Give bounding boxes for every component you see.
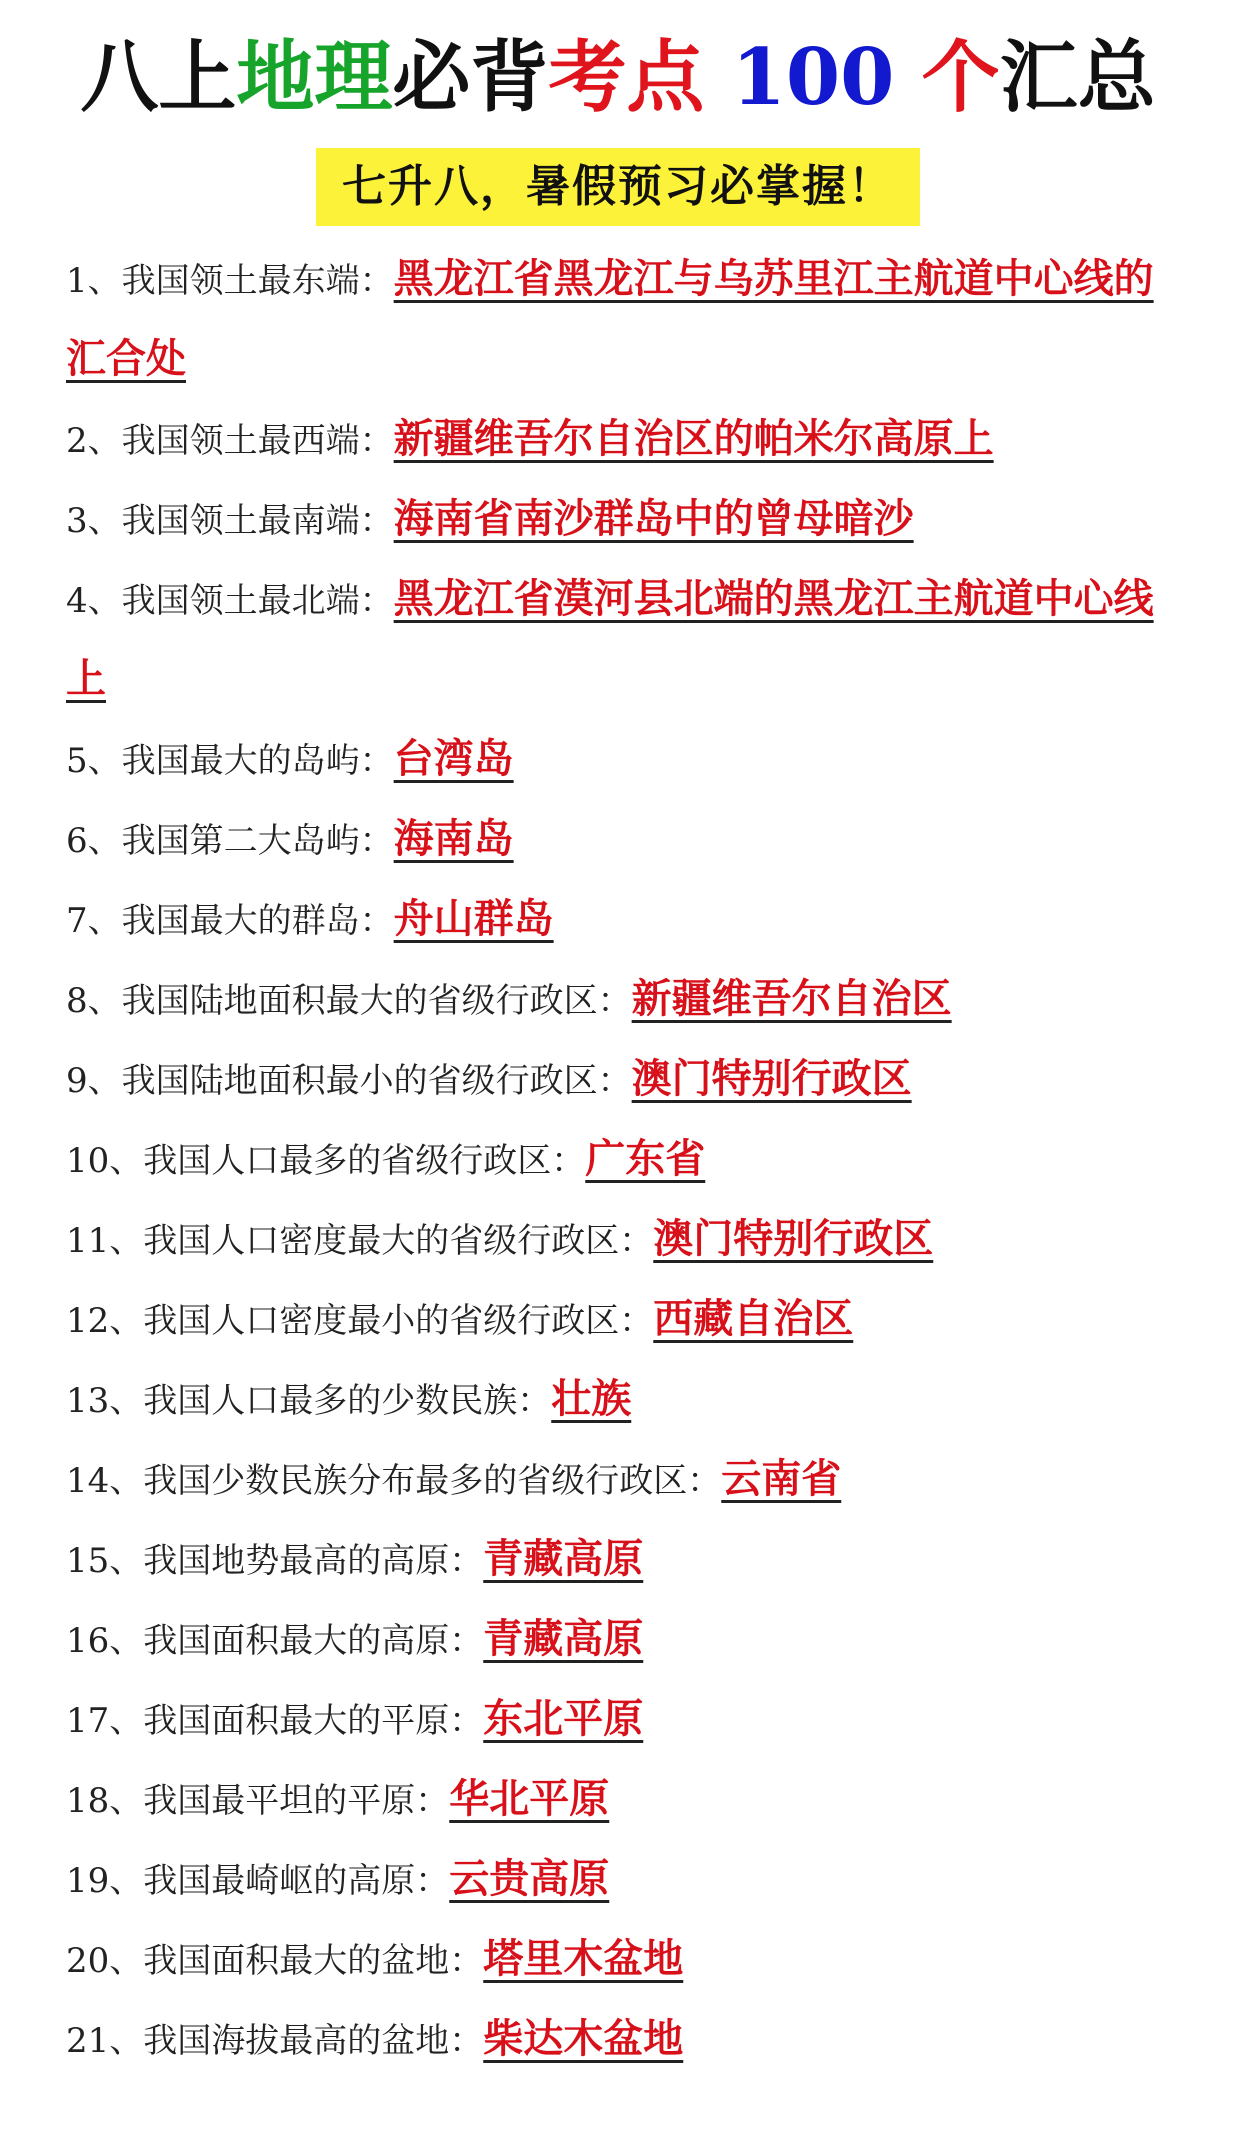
item-number: 17、 [66,1701,144,1741]
item-number: 20、 [66,1941,144,1981]
item-question: 我国领土最西端： [121,421,394,461]
item-question: 我国人口最多的省级行政区： [143,1141,586,1181]
list-item [66,1840,1186,1920]
item-answer: 海南省南沙群岛中的曾母暗沙 [393,496,914,542]
item-answer: 柴达木盆地 [483,2016,684,2062]
item-question: 我国领土最北端： [121,581,394,621]
item-number: 4、 [66,581,122,621]
list-item [66,2000,1186,2080]
item-number: 1、 [66,261,122,301]
item-question: 我国最大的岛屿： [121,741,394,781]
item-answer: 东北平原 [483,1696,644,1742]
subtitle-banner [0,148,1236,226]
list-item [66,960,1186,1040]
item-number: 5、 [66,741,122,781]
item-answer: 黑龙江省黑龙江与乌苏里江主航道中心线的汇合处 [66,256,1154,382]
list-item [66,800,1186,880]
item-answer: 云贵高原 [449,1856,610,1902]
title-part-5: 100 [704,32,922,123]
item-answer: 壮族 [551,1376,632,1422]
item-answer: 青藏高原 [483,1616,644,1662]
item-answer: 黑龙江省漠河县北端的黑龙江主航道中心线上 [66,576,1154,702]
item-question: 我国第二大岛屿： [121,821,394,861]
item-answer: 云南省 [721,1456,842,1502]
list-item [66,1440,1186,1520]
item-question: 我国面积最大的平原： [143,1701,484,1741]
item-number: 8、 [66,981,122,1021]
item-number: 6、 [66,821,122,861]
list-item [66,560,1186,720]
list-item [66,1280,1186,1360]
item-question: 我国最平坦的平原： [143,1781,450,1821]
item-question: 我国领土最东端： [121,261,394,301]
item-question: 我国陆地面积最小的省级行政区： [121,1061,632,1101]
list-item [66,240,1186,400]
item-number: 3、 [66,501,122,541]
item-question: 我国人口密度最小的省级行政区： [143,1301,654,1341]
list-item [66,1920,1186,2000]
item-number: 13、 [66,1381,144,1421]
list-item [66,1680,1186,1760]
page-title [0,28,1236,128]
list-item [66,1040,1186,1120]
item-number: 2、 [66,421,122,461]
item-answer: 华北平原 [449,1776,610,1822]
item-answer: 舟山群岛 [393,896,554,942]
item-question: 我国海拔最高的盆地： [143,2021,484,2061]
item-answer: 新疆维吾尔自治区 [631,976,952,1022]
item-answer: 澳门特别行政区 [631,1056,912,1102]
item-answer: 西藏自治区 [653,1296,854,1342]
title-part-4: 考点 [548,32,705,123]
item-number: 14、 [66,1461,144,1501]
title-part-2: 地理 [236,32,393,123]
list-item [66,1760,1186,1840]
item-question: 我国少数民族分布最多的省级行政区： [143,1461,722,1501]
title-part-7: 汇总 [999,32,1156,123]
list-item [66,1520,1186,1600]
item-question: 我国领土最南端： [121,501,394,541]
item-number: 11、 [66,1221,144,1261]
item-question: 我国最大的群岛： [121,901,394,941]
title-part-3: 必背 [392,32,549,123]
item-number: 9、 [66,1061,122,1101]
item-answer: 新疆维吾尔自治区的帕米尔高原上 [393,416,994,462]
list-item [66,1200,1186,1280]
item-answer: 台湾岛 [393,736,514,782]
title-part-1: 八上 [80,32,237,123]
item-question: 我国地势最高的高原： [143,1541,484,1581]
facts-list [66,240,1186,2080]
item-number: 19、 [66,1861,144,1901]
list-item [66,720,1186,800]
title-part-6: 个 [921,32,1000,123]
item-number: 16、 [66,1621,144,1661]
item-answer: 塔里木盆地 [483,1936,684,1982]
item-number: 21、 [66,2021,144,2061]
item-number: 18、 [66,1781,144,1821]
item-question: 我国人口密度最大的省级行政区： [143,1221,654,1261]
list-item [66,1360,1186,1440]
item-number: 15、 [66,1541,144,1581]
item-question: 我国人口最多的少数民族： [143,1381,552,1421]
item-question: 我国陆地面积最大的省级行政区： [121,981,632,1021]
item-answer: 澳门特别行政区 [653,1216,934,1262]
item-answer: 广东省 [585,1136,706,1182]
item-question: 我国面积最大的高原： [143,1621,484,1661]
list-item [66,400,1186,480]
list-item [66,480,1186,560]
item-number: 7、 [66,901,122,941]
item-question: 我国最崎岖的高原： [143,1861,450,1901]
item-number: 12、 [66,1301,144,1341]
list-item [66,880,1186,960]
item-question: 我国面积最大的盆地： [143,1941,484,1981]
subtitle: 七升八，暑假预习必掌握！ [316,148,920,226]
list-item [66,1120,1186,1200]
item-number: 10、 [66,1141,144,1181]
item-answer: 海南岛 [393,816,514,862]
list-item [66,1600,1186,1680]
item-answer: 青藏高原 [483,1536,644,1582]
